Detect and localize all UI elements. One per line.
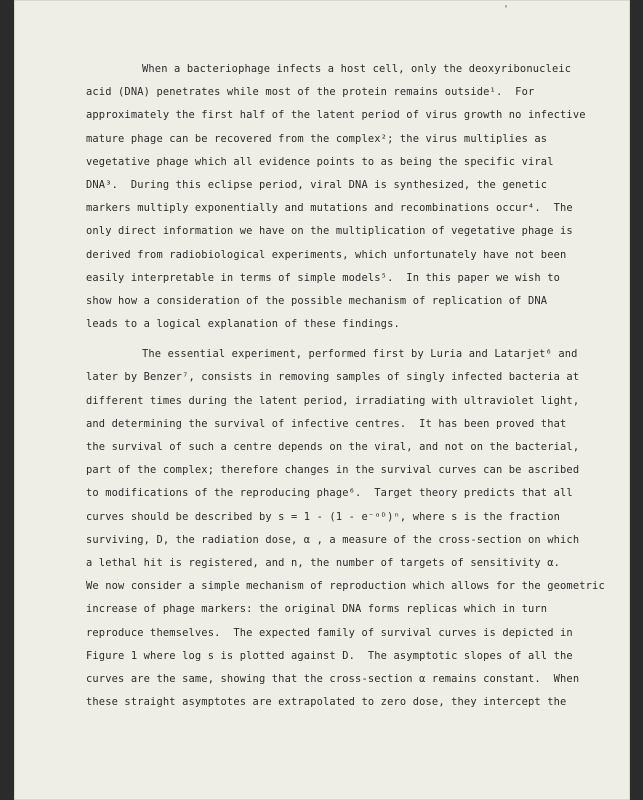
text-line: markers multiply exponentially and mutations and recombinations occur⁴. The <box>86 202 573 215</box>
text-line: different times during the latent period, irradiating with ultraviolet light, <box>86 394 580 407</box>
typed-page <box>14 0 630 800</box>
paragraph <box>86 58 606 336</box>
text-line: derived from radiobiological experiments, which unfortunately have not been <box>86 248 567 261</box>
text-line: these straight asymptotes are extrapolated to zero dose, they intercept the <box>86 696 567 709</box>
text-line: curves should be described by s = 1 - (1 - e⁻ᵅᴰ)ⁿ, where s is the fraction <box>86 510 561 523</box>
text-line: We now consider a simple mechanism of reproduction which allows for the geometric <box>86 580 605 593</box>
text-line: surviving, D, the radiation dose, α , a measure of the cross-section on which <box>86 533 580 546</box>
text-line: and determining the survival of infective centres. It has been proved that <box>86 417 567 430</box>
text-line: leads to a logical explanation of these findings. <box>86 318 400 331</box>
text-line: The essential experiment, performed first by Luria and Latarjet⁶ and <box>142 348 578 361</box>
text-line: curves are the same, showing that the cross-section α remains constant. When <box>86 672 580 685</box>
text-line: increase of phage markers: the original DNA forms replicas which in turn <box>86 603 548 616</box>
paragraph <box>86 343 606 714</box>
text-line: only direct information we have on the multiplication of vegetative phage is <box>86 225 573 238</box>
text-line: show how a consideration of the possible mechanism of replication of DNA <box>86 294 548 307</box>
text-line: approximately the first half of the latent period of virus growth no infective <box>86 109 586 122</box>
text-line: reproduce themselves. The expected family of survival curves is depicted in <box>86 626 573 639</box>
text-line: vegetative phage which all evidence points to as being the specific viral <box>86 155 554 168</box>
corner-mark: ' <box>503 4 510 15</box>
text-line: the survival of such a centre depends on the viral, and not on the bacterial, <box>86 441 580 453</box>
text-line: to modifications of the reproducing phage⁶. Target theory predicts that all <box>86 487 573 500</box>
text-line: easily interpretable in terms of simple models⁵. In this paper we wish to <box>86 271 561 284</box>
text-line: Figure 1 where log s is plotted against D. The asymptotic slopes of all the <box>86 649 573 662</box>
page-body <box>86 58 606 714</box>
text-line: part of the complex; therefore changes in the survival curves can be ascribed <box>86 464 580 477</box>
text-line: later by Benzer⁷, consists in removing samples of singly infected bacteria at <box>86 371 580 384</box>
text-line: a lethal hit is registered, and n, the number of targets of sensitivity α. <box>86 556 561 569</box>
text-line: acid (DNA) penetrates while most of the protein remains outside¹. For <box>86 86 535 99</box>
text-line: DNA³. During this eclipse period, viral DNA is synthesized, the genetic <box>86 178 548 191</box>
text-line: When a bacteriophage infects a host cell, only the deoxyribonucleic <box>142 63 572 75</box>
text-line: mature phage can be recovered from the complex²; the virus multiplies as <box>86 132 548 145</box>
